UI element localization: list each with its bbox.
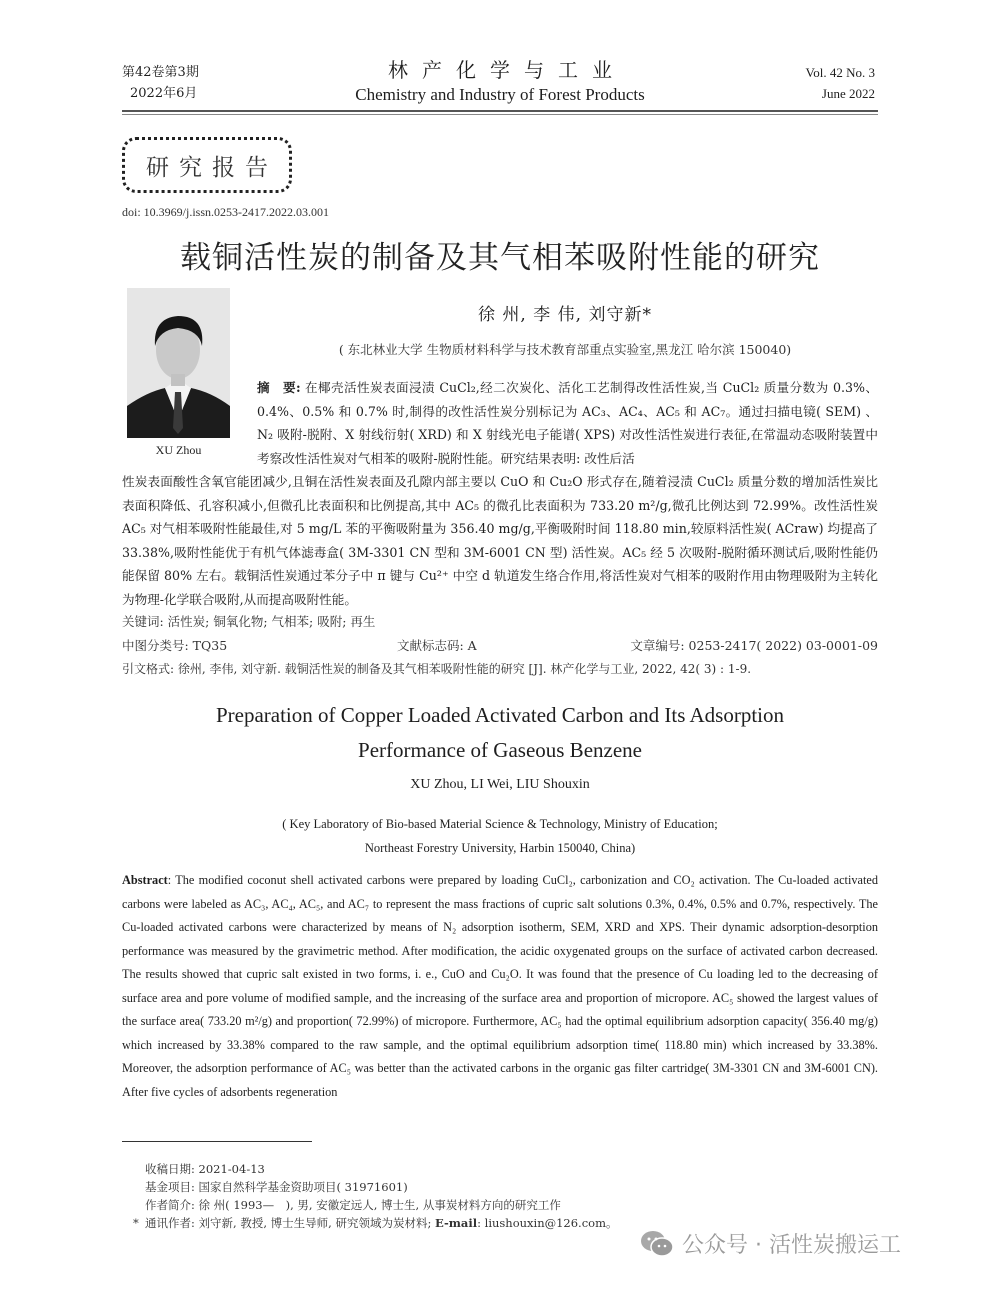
citation-format: 引文格式: 徐州, 李伟, 刘守新. 载铜活性炭的制备及其气相苯吸附性能的研究 [J]. 林产化学与工业, 2022, 42( 3) : 1-9. — [122, 662, 752, 676]
footnotes — [133, 1160, 618, 1232]
fund-info: 基金项目: 国家自然科学基金资助项目( 31971601) — [145, 1180, 408, 1194]
issue-date-cn: 2022年6月 — [130, 86, 198, 101]
header-rule — [122, 110, 878, 112]
abstract-cn-p2: 性炭表面酸性含氧官能团减少,且铜在活性炭表面及孔隙内部主要以 CuO 和 Cu₂O 形式存在,随着浸渍 CuCl₂ 质量分数的增加活性炭比表面积降低、孔容积减小,但微孔比表面积和比例提高,其中 AC₅ 的微孔比表面积为 733.20 m²/g,微孔比例达到 72.99%。改性活性炭 AC₅ 对气相苯吸附性能最佳,对 5 mg/L 苯的平衡吸附量为 356.40 mg/g,平衡吸附时间 118.80 min,较原料活性炭( ACraw) 均提高了 33.38%,吸附性能优于有机气体滤毒盒( 3M-3301 CN 型和 3M-6001 CN 型) 活性炭。AC₅ 经 5 次吸附-脱附循环测试后,吸附性能仍能保留 80% 左右。载铜活性炭通过苯分子中 π 键与 Cu²⁺ 中空 d 轨道发生络合作用,将活性炭对气相苯的吸附作用由物理吸附为主转化为物理-化学联合吸附,从而提高吸附性能。 — [122, 474, 878, 607]
title-en — [100, 698, 900, 768]
abstract-cn — [122, 376, 878, 611]
photo-caption: XU Zhou — [155, 443, 202, 457]
affiliation-cn: ( 东北林业大学 生物质材料科学与技术教育部重点实验室,黑龙江 哈尔滨 150040) — [338, 342, 792, 357]
corresponding-author — [133, 1214, 618, 1232]
affiliation-en-line2: Northeast Forestry University, Harbin 150040, China) — [364, 841, 636, 855]
issue-info-cn — [122, 62, 199, 104]
watermark-text: 公众号 · 活性炭搬运工 — [682, 1233, 901, 1258]
abstract-cn-label: 摘 要: — [257, 380, 301, 395]
article-number: 文章编号: 0253-2417( 2022) 03-0001-09 — [630, 638, 878, 653]
affiliation-en-line1: ( Key Laboratory of Bio-based Material Science & Technology, Ministry of Education; — [282, 817, 718, 831]
journal-masthead — [300, 56, 700, 106]
abstract-en — [122, 869, 878, 1104]
abstract-cn-p1: 在椰壳活性炭表面浸渍 CuCl₂,经二次炭化、活化工艺制得改性活性炭,当 CuCl₂ 质量分数为 0.3%、0.4%、0.5% 和 0.7% 时,制得的改性活性炭分别标记为 AC₃、AC₄、AC₅ 和 AC₇。通过扫描电镜( SEM) 、N₂ 吸附-脱附、X 射线衍射( XRD) 和 X 射线光电子能谱( XPS) 对改性活性炭进行表征,在常温动态吸附装置中考察改性活性炭对气相苯的吸附-脱附性能。研究结果表明: 改性后活 — [257, 380, 878, 466]
journal-name-cn: 林产化学与工业 — [388, 58, 626, 82]
title-cn: 载铜活性炭的制备及其气相苯吸附性能的研究 — [180, 240, 820, 276]
authors-en: XU Zhou, LI Wei, LIU Shouxin — [410, 777, 590, 792]
section-stamp-label: 研究报告 — [146, 154, 278, 181]
affiliation-en — [100, 812, 900, 860]
corresponding-star: * — [133, 1216, 139, 1230]
doi: doi: 10.3969/j.issn.0253-2417.2022.03.001 — [122, 205, 330, 219]
abstract-en-text: : The modified coconut shell activated carbons were prepared by loading CuCl₂, carbonization and CO₂ activation. The Cu-loaded activated carbons were labeled as AC₃, AC₄, AC₅, and AC₇ to represent the mass fractions of cupric salt solutions 0.3%, 0.4%, 0.5% and 0.7%, respectively. The Cu-loaded activated carbons were characterized by means of N₂ adsorption isotherm, SEM, XRD and XPS. Their dynamic adsorption-desorption performance was measured by the gravimetric method. After modification, the acidic oxygenated groups on the surface of activated carbon decreased. The results showed that cupric salt existed in two forms, i. e., CuO and Cu₂O. It was found that the presence of Cu loading led to the decreasing of surface area and pore volume of modified sample, and the increasing of the surface area and proportion of micropore. AC₅ showed the largest values of the surface area( 733.20 m²/g) and proportion( 72.99%) of micropore. Furthermore, AC₅ had the optimal equilibrium adsorption capacity( 356.40 mg/g) which increased by 33.38% compared to the raw sample, and the optimal equilibrium adsorption time( 118.80 min) which increased by 33.38%. Moreover, the adsorption performance of AC₅ was better than the activated carbons in the organic gas filter cartridge( 3M-3301 CN and 3M-6001 CN). After five cycles of adsorbents regeneration — [122, 873, 878, 1099]
abstract-en-label: Abstract — [122, 873, 168, 887]
wechat-icon — [640, 1230, 674, 1258]
journal-name-en: Chemistry and Industry of Forest Products — [355, 85, 645, 104]
corresponding-label: 通讯作者: 刘守新, 教授, 博士生导师, 研究领域为炭材料; — [145, 1216, 432, 1230]
issue-number-en: Vol. 42 No. 3 — [805, 65, 875, 80]
issue-date-en: June 2022 — [821, 86, 875, 101]
author-bio: 作者简介: 徐 州( 1993— ), 男, 安徽定远人, 博士生, 从事炭材料方向的研究工作 — [145, 1198, 561, 1212]
clc-number: 中图分类号: TQ35 — [122, 638, 228, 653]
issue-info-en — [806, 62, 875, 104]
footnote-rule — [122, 1141, 312, 1142]
title-en-line2: Performance of Gaseous Benzene — [358, 738, 642, 762]
title-en-line1: Preparation of Copper Loaded Activated Carbon and Its Adsorption — [215, 703, 785, 727]
header-rule-thin — [122, 114, 878, 115]
email-label: E-mail — [435, 1216, 478, 1230]
keywords-cn: 关键词: 活性炭; 铜氧化物; 气相苯; 吸附; 再生 — [122, 614, 376, 629]
issue-number-cn: 第42卷第3期 — [122, 65, 199, 80]
section-stamp — [122, 137, 292, 193]
email-address[interactable]: : liushouxin@126.com。 — [477, 1216, 618, 1230]
wechat-watermark — [640, 1228, 901, 1259]
received-date: 收稿日期: 2021-04-13 — [145, 1162, 265, 1176]
abstract-cn-top — [257, 376, 878, 470]
document-code: 文献标志码: A — [397, 638, 477, 653]
authors-cn: 徐 州, 李 伟, 刘守新* — [478, 305, 652, 325]
